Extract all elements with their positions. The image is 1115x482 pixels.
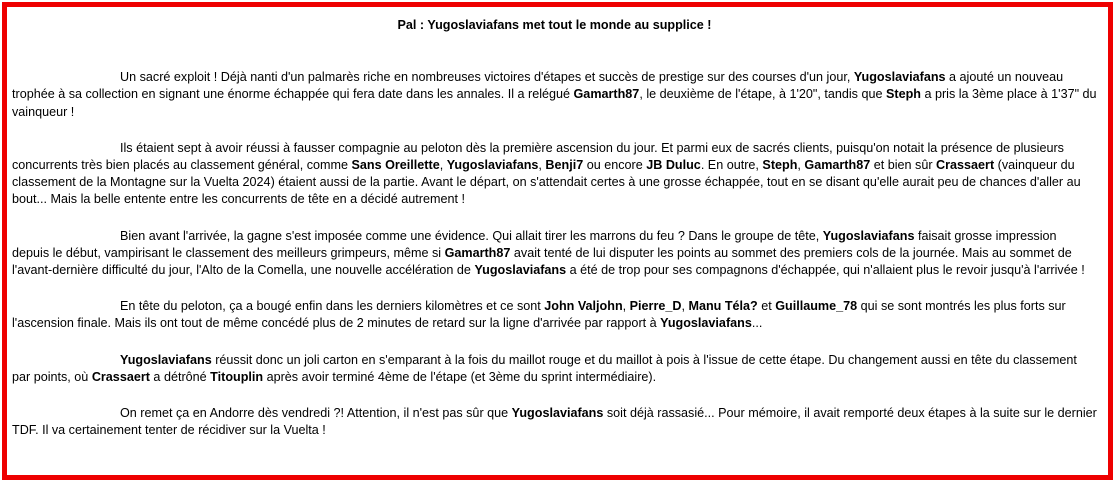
rider-name: Benji7 xyxy=(545,158,584,173)
text-run: Un sacré exploit ! Déjà nanti d'un palmarès riche en nombreuses victoires d'étapes et succès de prestige sur des courses d'un jour, xyxy=(120,70,854,85)
text-run: a ajouté un nouveau trophée à sa collection en signant une énorme échappée qui fera date dans les annales. Il a relégué xyxy=(12,70,1064,102)
text-run: , xyxy=(538,158,546,173)
rider-name: Gamarth87 xyxy=(444,245,511,260)
rider-name: Yugoslaviafans xyxy=(660,316,752,331)
article-title: Pal : Yugoslaviafans met tout le monde au supplice ! xyxy=(397,18,712,32)
text-run: avait tenté de lui disputer les points au sommet des premiers cols de la journée. Mais au sommet de l'avant-dernière difficulté du jour, l'Alto de la Comella, une nouvelle accélération de xyxy=(12,245,1072,278)
text-run: soit déjà rassasié... Pour mémoire, il avait remporté deux étapes à la suite sur le dernier TDF. Il va certainement tenter de récidiver sur la Vuelta ! xyxy=(12,406,1097,438)
text-run: ... xyxy=(751,316,763,331)
rider-name: Yugoslaviafans xyxy=(120,352,212,367)
rider-name: Yugoslaviafans xyxy=(446,158,539,173)
article-frame xyxy=(2,2,1113,480)
text-run: En tête du peloton, ça a bougé enfin dans les derniers kilomètres et ce sont xyxy=(120,299,545,314)
paragraph xyxy=(12,228,1097,280)
text-run: Bien avant l'arrivée, la gagne s'est imposée comme une évidence. Qui allait tirer les marrons du feu ? Dans le groupe de tête, xyxy=(120,228,823,243)
text-run: et bien sûr xyxy=(870,158,937,173)
text-run: . En outre, xyxy=(700,158,763,173)
text-run: , xyxy=(622,299,630,314)
text-run: , xyxy=(797,158,805,173)
article-paragraphs xyxy=(12,69,1097,439)
text-run: et xyxy=(757,299,776,314)
text-run: , xyxy=(681,299,689,314)
rider-name: Yugoslaviafans xyxy=(822,228,915,243)
paragraph xyxy=(12,352,1097,386)
rider-name: Yugoslaviafans xyxy=(474,263,567,278)
text-run: ou encore xyxy=(583,158,647,173)
paragraph xyxy=(12,298,1097,332)
rider-name: Gamarth87 xyxy=(804,158,871,173)
text-run: qui se sont montrés les plus forts sur l'ascension finale. Mais ils ont tout de même concédé plus de 2 minutes de retard sur la ligne d'arrivée par rapport à xyxy=(12,299,1066,331)
rider-name: JB Duluc xyxy=(646,158,701,173)
text-run: a détrôné xyxy=(149,369,211,384)
rider-name: Sans Oreillette xyxy=(351,158,440,173)
rider-name: Pierre_D xyxy=(629,299,682,314)
rider-name: Manu Téla? xyxy=(688,299,758,314)
rider-name: Crassaert xyxy=(91,369,150,384)
text-run: On remet ça en Andorre dès vendredi ?! Attention, il n'est pas sûr que xyxy=(120,406,512,421)
article-body xyxy=(12,17,1097,458)
rider-name: Yugoslaviafans xyxy=(511,406,604,421)
text-run: a été de trop pour ses compagnons d'échappée, qui n'allaient plus le revoir jusqu'à l'arrivée ! xyxy=(566,263,1085,278)
rider-name: Gamarth87 xyxy=(573,87,640,102)
text-run: , xyxy=(439,158,447,173)
rider-name: Titouplin xyxy=(210,369,264,384)
rider-name: Steph xyxy=(762,158,798,173)
rider-name: Yugoslaviafans xyxy=(853,70,946,85)
rider-name: Steph xyxy=(885,87,921,102)
rider-name: Guillaume_78 xyxy=(775,299,858,314)
text-run: , le deuxième de l'étape, à 1'20", tandis que xyxy=(639,87,886,102)
text-run: Ils étaient sept à avoir réussi à fausser compagnie au peloton dès la première ascension du jour. Et parmi eux de sacrés clients, puisqu'on notait la présence de plusieurs concurrents très bien placés au classement général, comme xyxy=(12,140,1064,173)
text-run: faisait grosse impression depuis le début, vampirisant le classement des meilleurs grimpeurs, même si xyxy=(12,228,1057,260)
rider-name: John Valjohn xyxy=(544,299,623,314)
paragraph xyxy=(12,405,1097,439)
text-run: (vainqueur du classement de la Montagne sur la Vuelta 2024) étaient aussi de la partie. Avant le départ, on s'attendait certes à une grosse échappée, tout en se disant qu'elle aurait peu de chances d'aller au bout... Mais la belle entente entre les concurrents de tête en a décidé autrement ! xyxy=(12,158,1081,207)
text-run: a pris la 3ème place à 1'37" du vainqueur ! xyxy=(12,87,1097,119)
paragraph xyxy=(12,69,1097,121)
text-run: après avoir terminé 4ème de l'étape (et 3ème du sprint intermédiaire). xyxy=(263,369,657,384)
paragraph xyxy=(12,140,1097,209)
text-run: réussit donc un joli carton en s'emparant à la fois du maillot rouge et du maillot à pois à l'issue de cette étape. Du changement aussi en tête du classement par points, où xyxy=(12,352,1077,384)
rider-name: Crassaert xyxy=(936,158,995,173)
